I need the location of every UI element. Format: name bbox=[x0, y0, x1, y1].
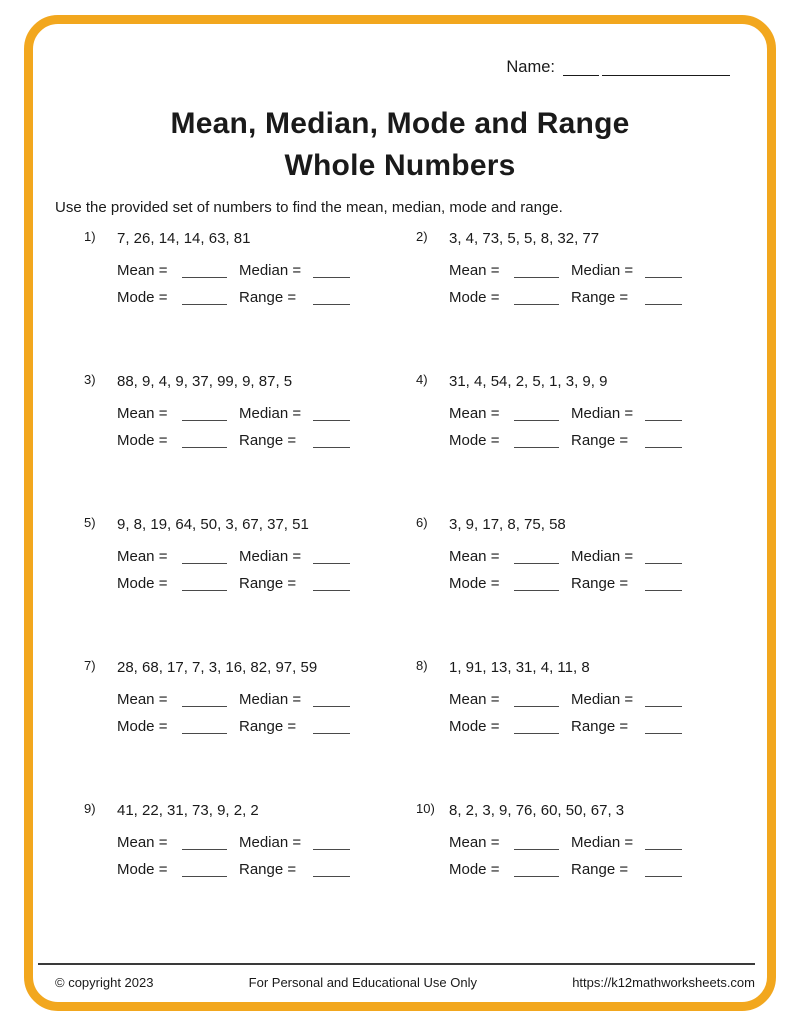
mode-label: Mode = bbox=[117, 718, 168, 735]
problem-8 bbox=[416, 655, 748, 735]
mode-label: Mode = bbox=[449, 289, 500, 306]
mean-answer-blank bbox=[514, 835, 559, 850]
problem-number: 5) bbox=[84, 515, 96, 530]
range-answer-blank bbox=[313, 576, 350, 591]
range-answer-blank bbox=[313, 719, 350, 734]
number-set: 1, 91, 13, 31, 4, 11, 8 bbox=[449, 659, 590, 676]
range-label: Range = bbox=[571, 289, 629, 306]
mode-answer-blank bbox=[182, 290, 227, 305]
range-label: Range = bbox=[239, 289, 297, 306]
median-answer-blank bbox=[645, 835, 682, 850]
usage-text: For Personal and Educational Use Only bbox=[248, 975, 478, 990]
copyright-text: © copyright 2023 bbox=[55, 975, 154, 990]
mode-label: Mode = bbox=[449, 861, 500, 878]
range-answer-blank bbox=[313, 862, 350, 877]
mean-answer-blank bbox=[182, 263, 227, 278]
mean-label: Mean = bbox=[117, 691, 168, 708]
median-answer-blank bbox=[313, 835, 350, 850]
problem-number: 8) bbox=[416, 658, 428, 673]
range-label: Range = bbox=[571, 575, 629, 592]
median-label: Median = bbox=[239, 405, 302, 422]
range-answer-blank bbox=[645, 576, 682, 591]
mean-label: Mean = bbox=[449, 691, 500, 708]
number-set: 41, 22, 31, 73, 9, 2, 2 bbox=[117, 802, 259, 819]
median-label: Median = bbox=[571, 548, 634, 565]
number-set: 31, 4, 54, 2, 5, 1, 3, 9, 9 bbox=[449, 373, 608, 390]
mode-answer-blank bbox=[182, 576, 227, 591]
mean-answer-blank bbox=[514, 406, 559, 421]
problem-number: 9) bbox=[84, 801, 96, 816]
mode-label: Mode = bbox=[449, 432, 500, 449]
mean-label: Mean = bbox=[449, 834, 500, 851]
median-answer-blank bbox=[313, 406, 350, 421]
range-answer-blank bbox=[313, 290, 350, 305]
range-label: Range = bbox=[239, 432, 297, 449]
problem-5 bbox=[84, 512, 416, 592]
problem-7 bbox=[84, 655, 416, 735]
mode-answer-blank bbox=[514, 862, 559, 877]
range-label: Range = bbox=[239, 718, 297, 735]
range-label: Range = bbox=[571, 718, 629, 735]
problem-9 bbox=[84, 798, 416, 878]
name-blank-line bbox=[563, 59, 599, 76]
mean-answer-blank bbox=[182, 692, 227, 707]
median-answer-blank bbox=[313, 692, 350, 707]
problem-2 bbox=[416, 226, 748, 306]
median-answer-blank bbox=[313, 263, 350, 278]
mode-answer-blank bbox=[514, 719, 559, 734]
mode-label: Mode = bbox=[117, 575, 168, 592]
problems-grid bbox=[84, 226, 748, 878]
problem-number: 1) bbox=[84, 229, 96, 244]
median-label: Median = bbox=[239, 548, 302, 565]
mode-answer-blank bbox=[514, 576, 559, 591]
mean-label: Mean = bbox=[449, 262, 500, 279]
instructions-text: Use the provided set of numbers to find the mean, median, mode and range. bbox=[55, 199, 563, 216]
median-label: Median = bbox=[239, 262, 302, 279]
median-label: Median = bbox=[239, 834, 302, 851]
median-answer-blank bbox=[313, 549, 350, 564]
mode-label: Mode = bbox=[117, 861, 168, 878]
mode-answer-blank bbox=[514, 433, 559, 448]
mean-answer-blank bbox=[514, 692, 559, 707]
mode-label: Mode = bbox=[449, 718, 500, 735]
median-label: Median = bbox=[571, 691, 634, 708]
mean-label: Mean = bbox=[449, 405, 500, 422]
range-label: Range = bbox=[571, 432, 629, 449]
mean-label: Mean = bbox=[117, 834, 168, 851]
mode-answer-blank bbox=[182, 862, 227, 877]
mean-answer-blank bbox=[514, 549, 559, 564]
problem-number: 3) bbox=[84, 372, 96, 387]
range-label: Range = bbox=[239, 861, 297, 878]
problem-1 bbox=[84, 226, 416, 306]
range-label: Range = bbox=[571, 861, 629, 878]
footer bbox=[55, 975, 755, 990]
problem-4 bbox=[416, 369, 748, 449]
median-answer-blank bbox=[645, 406, 682, 421]
title-line-1: Mean, Median, Mode and Range bbox=[170, 107, 630, 140]
range-answer-blank bbox=[645, 719, 682, 734]
mean-label: Mean = bbox=[449, 548, 500, 565]
footer-divider bbox=[38, 963, 755, 965]
number-set: 28, 68, 17, 7, 3, 16, 82, 97, 59 bbox=[117, 659, 318, 676]
problem-number: 6) bbox=[416, 515, 428, 530]
range-answer-blank bbox=[313, 433, 350, 448]
median-answer-blank bbox=[645, 692, 682, 707]
median-answer-blank bbox=[645, 263, 682, 278]
page-title bbox=[0, 103, 800, 187]
problem-number: 10) bbox=[416, 801, 435, 816]
range-answer-blank bbox=[645, 862, 682, 877]
number-set: 9, 8, 19, 64, 50, 3, 67, 37, 51 bbox=[117, 516, 309, 533]
mode-answer-blank bbox=[514, 290, 559, 305]
problem-number: 7) bbox=[84, 658, 96, 673]
name-label: Name: bbox=[506, 58, 555, 76]
website-url: https://k12mathworksheets.com bbox=[572, 975, 755, 990]
mean-label: Mean = bbox=[117, 548, 168, 565]
number-set: 7, 26, 14, 14, 63, 81 bbox=[117, 230, 251, 247]
problem-10 bbox=[416, 798, 748, 878]
mode-answer-blank bbox=[182, 433, 227, 448]
name-field-row bbox=[506, 58, 730, 77]
mean-answer-blank bbox=[514, 263, 559, 278]
mean-label: Mean = bbox=[117, 262, 168, 279]
problem-number: 2) bbox=[416, 229, 428, 244]
range-answer-blank bbox=[645, 433, 682, 448]
mean-answer-blank bbox=[182, 406, 227, 421]
number-set: 8, 2, 3, 9, 76, 60, 50, 67, 3 bbox=[449, 802, 625, 819]
mode-answer-blank bbox=[182, 719, 227, 734]
problem-3 bbox=[84, 369, 416, 449]
mode-label: Mode = bbox=[117, 289, 168, 306]
mode-label: Mode = bbox=[449, 575, 500, 592]
median-answer-blank bbox=[645, 549, 682, 564]
range-answer-blank bbox=[645, 290, 682, 305]
title-line-2: Whole Numbers bbox=[284, 149, 516, 182]
number-set: 3, 4, 73, 5, 5, 8, 32, 77 bbox=[449, 230, 600, 247]
name-blank-line bbox=[602, 59, 730, 76]
range-label: Range = bbox=[239, 575, 297, 592]
mean-answer-blank bbox=[182, 549, 227, 564]
problem-number: 4) bbox=[416, 372, 428, 387]
mode-label: Mode = bbox=[117, 432, 168, 449]
mean-label: Mean = bbox=[117, 405, 168, 422]
median-label: Median = bbox=[571, 834, 634, 851]
median-label: Median = bbox=[239, 691, 302, 708]
number-set: 88, 9, 4, 9, 37, 99, 9, 87, 5 bbox=[117, 373, 293, 390]
problem-6 bbox=[416, 512, 748, 592]
mean-answer-blank bbox=[182, 835, 227, 850]
number-set: 3, 9, 17, 8, 75, 58 bbox=[449, 516, 566, 533]
median-label: Median = bbox=[571, 262, 634, 279]
median-label: Median = bbox=[571, 405, 634, 422]
